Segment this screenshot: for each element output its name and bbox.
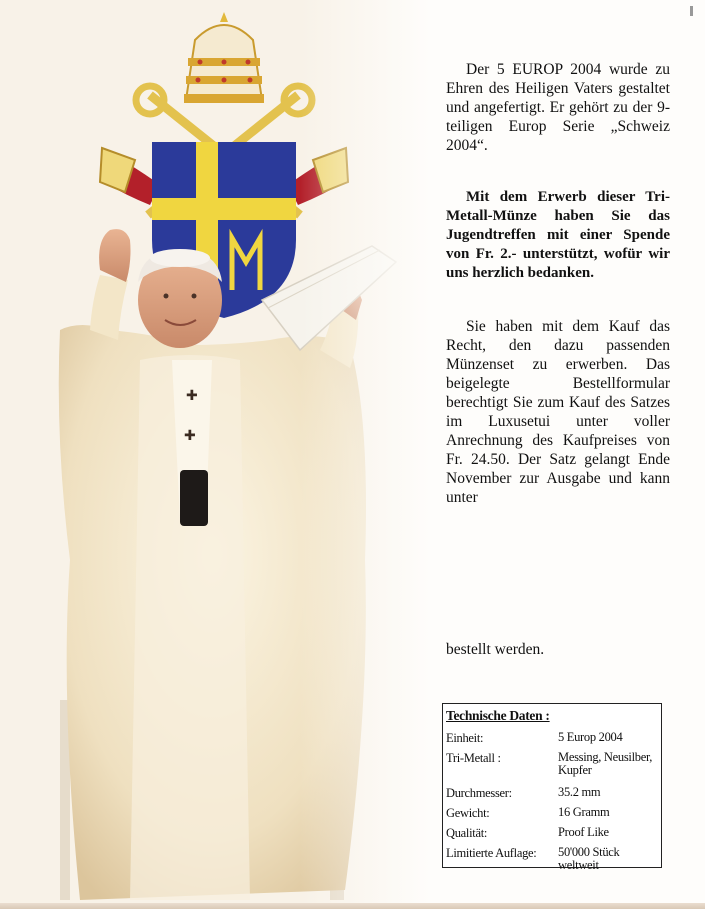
spec-value: 16 Gramm (558, 805, 610, 819)
spec-label: Tri-Metall : (446, 751, 501, 765)
order-closing-paragraph: bestellt werden. (446, 641, 545, 658)
corner-mark (690, 6, 693, 16)
spec-value: Proof Like (558, 825, 609, 839)
spec-label: Durchmesser: (446, 786, 512, 800)
spec-label: Einheit: (446, 731, 484, 745)
spec-value: 35.2 mm (558, 785, 601, 799)
svg-text:✚: ✚ (186, 388, 198, 404)
spec-value: 5 Europ 2004 (558, 730, 623, 744)
donation-paragraph: Mit dem Erwerb dieser Tri-Metall-Münze haben Sie das Jugendtreffen mit einer Spende von Fr. 2.- unterstützt, wofür wir uns herzlich bedanken. (446, 189, 670, 281)
purchase-rights-paragraph: Sie haben mit dem Kauf das Recht, den dazu passenden Münzenset zu erwerben. Das beigelegte Bestellformular berechtigt Sie zum Kauf des Satzes im Luxusetui unter voller Anrechnung des Kaufpreises von Fr. 24.50. Der Satz gelangt Ende November zur Ausgabe und kann unter (446, 318, 670, 506)
technical-data-box (442, 703, 662, 872)
svg-text:✚: ✚ (184, 428, 196, 444)
spec-value: Messing, Neusilber, Kupfer (558, 750, 653, 777)
spec-label: Limitierte Auflage: (446, 846, 537, 860)
technical-data-title: Technische Daten : (446, 708, 550, 723)
spec-label: Qualität: (446, 826, 488, 840)
spec-value: 50'000 Stück weltweit (558, 845, 620, 872)
spec-label: Gewicht: (446, 806, 490, 820)
page-bottom-edge (0, 903, 705, 909)
intro-paragraph: Der 5 EUROP 2004 wurde zu Ehren des Heiligen Vaters gestaltet und angefertigt. Er gehört zu der 9-teiligen Europ Serie „Schweiz 2004“. (446, 61, 670, 154)
